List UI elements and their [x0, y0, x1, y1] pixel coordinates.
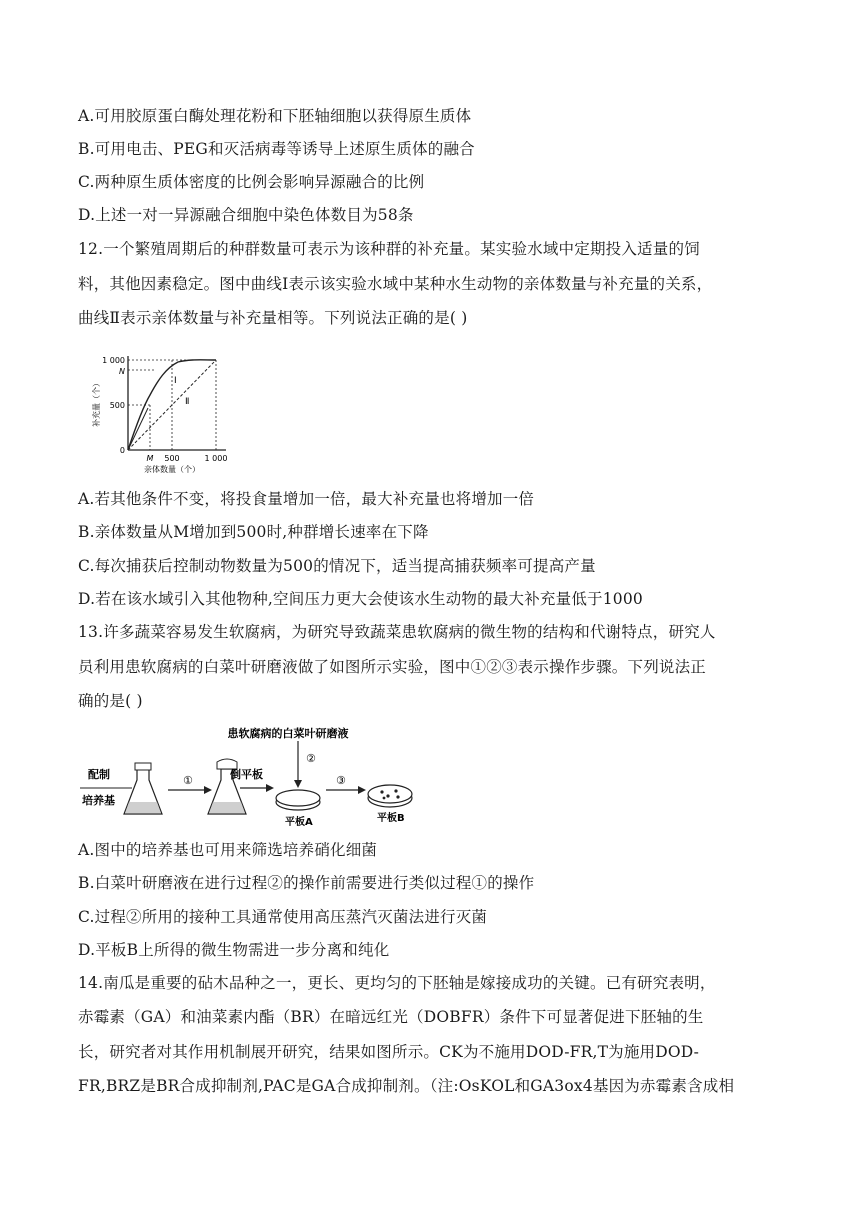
ytick-n: N: [119, 367, 125, 376]
ytick-1000: 1 000: [102, 356, 125, 365]
q11-option-b: B.可用电击、PEG和灭活病毒等诱导上述原生质体的融合: [78, 140, 475, 158]
tangent-line: [128, 408, 148, 450]
q11-option-a: A.可用胶原蛋白酶处理花粉和下胚轴细胞以获得原生质体: [78, 107, 472, 125]
plate-a-label: 平板A: [285, 817, 313, 828]
q12-option-a: A.若其他条件不变，将投食量增加一倍，最大补充量也将增加一倍: [78, 490, 535, 508]
q13-option-d: D.平板B上所得的微生物需进一步分离和纯化: [78, 941, 390, 959]
ytick-500: 500: [109, 401, 125, 410]
arrow-down-head: [294, 780, 302, 788]
step-3-label: ③: [336, 774, 346, 787]
pour-plate-label: 倒平板: [230, 768, 263, 781]
q11-option-d: D.上述一对一异源融合细胞中染色体数目为58条: [78, 206, 414, 224]
step-1-label: ①: [183, 774, 193, 787]
q13-stem-line-2: 员利用患软腐病的白菜叶研磨液做了如图所示实验，图中①②③表示操作步骤。下列说法正: [78, 658, 707, 676]
xtick-1000: 1 000: [204, 454, 228, 463]
x-axis-label: 亲体数量（个）: [144, 465, 200, 474]
curve-1-label: Ⅰ: [174, 376, 177, 386]
q12-option-c: C.每次捕获后控制动物数量为500的情况下，适当提高捕获频率可提高产量: [78, 557, 596, 575]
q12-stem-line-2: 料，其他因素稳定。图中曲线Ⅰ表示该实验水域中某种水生动物的亲体数量与补充量的关系，: [78, 275, 713, 293]
xtick-m: M: [146, 454, 154, 463]
q14-stem-line-4: FR,BRZ是BR合成抑制剂,PAC是GA合成抑制剂。（注:OsKOL和GA3ox4基因为赤霉素含成相: [78, 1077, 735, 1095]
q12-stem-line-3: 曲线Ⅱ表示亲体数量与补充量相等。下列说法正确的是( ): [78, 309, 468, 327]
curve-2-label: Ⅱ: [185, 397, 190, 407]
ytick-0: 0: [119, 446, 125, 455]
step-2-label: ②: [306, 752, 316, 765]
q13-figure: [80, 722, 420, 830]
q13-stem-line-3: 确的是( ): [78, 692, 143, 710]
q13-option-a: A.图中的培养基也可用来筛选培养硝化细菌: [78, 841, 378, 859]
q12-option-b: B.亲体数量从M增加到500时,种群增长速率在下降: [78, 523, 429, 541]
prep-label-line2: 培养基: [82, 794, 115, 807]
prep-label-line1: 配制: [88, 768, 110, 781]
q14-stem-line-1: 14.南瓜是重要的砧木品种之一，更长、更均匀的下胚轴是嫁接成功的关键。已有研究表明，: [78, 974, 716, 992]
q12-option-d: D.若在该水域引入其他物种,空间压力更大会使该水生动物的最大补充量低于1000: [78, 590, 643, 608]
q12-stem-line-1: 12.一个繁殖周期后的种群数量可表示为该种群的补充量。某实验水域中定期投入适量的饲: [78, 240, 700, 258]
q11-option-c: C.两种原生质体密度的比例会影响异源融合的比例: [78, 173, 425, 191]
q13-option-c: C.过程②所用的接种工具通常使用高压蒸汽灭菌法进行灭菌: [78, 908, 488, 926]
plate-a: [276, 790, 320, 810]
plate-b: [368, 785, 412, 807]
q12-chart: [86, 350, 246, 476]
y-axis-label: 补充量（个）: [92, 379, 101, 427]
plate-b-label: 平板B: [377, 813, 405, 824]
q14-stem-line-3: 长，研究者对其作用机制展开研究，结果如图所示。CK为不施用DOD-FR,T为施用DOD-: [78, 1043, 700, 1061]
q13-option-b: B.白菜叶研磨液在进行过程②的操作前需要进行类似过程①的操作: [78, 874, 535, 892]
q13-stem-line-1: 13.许多蔬菜容易发生软腐病，为研究导致蔬菜患软腐病的微生物的结构和代谢特点，研究人: [78, 623, 716, 641]
grinding-liquid-label: 患软腐病的白菜叶研磨液: [227, 727, 349, 740]
xtick-500: 500: [164, 454, 180, 463]
q14-stem-line-2: 赤霉素（GA）和油菜素内酯（BR）在暗远红光（DOBFR）条件下可显著促进下胚轴的生: [78, 1008, 704, 1026]
